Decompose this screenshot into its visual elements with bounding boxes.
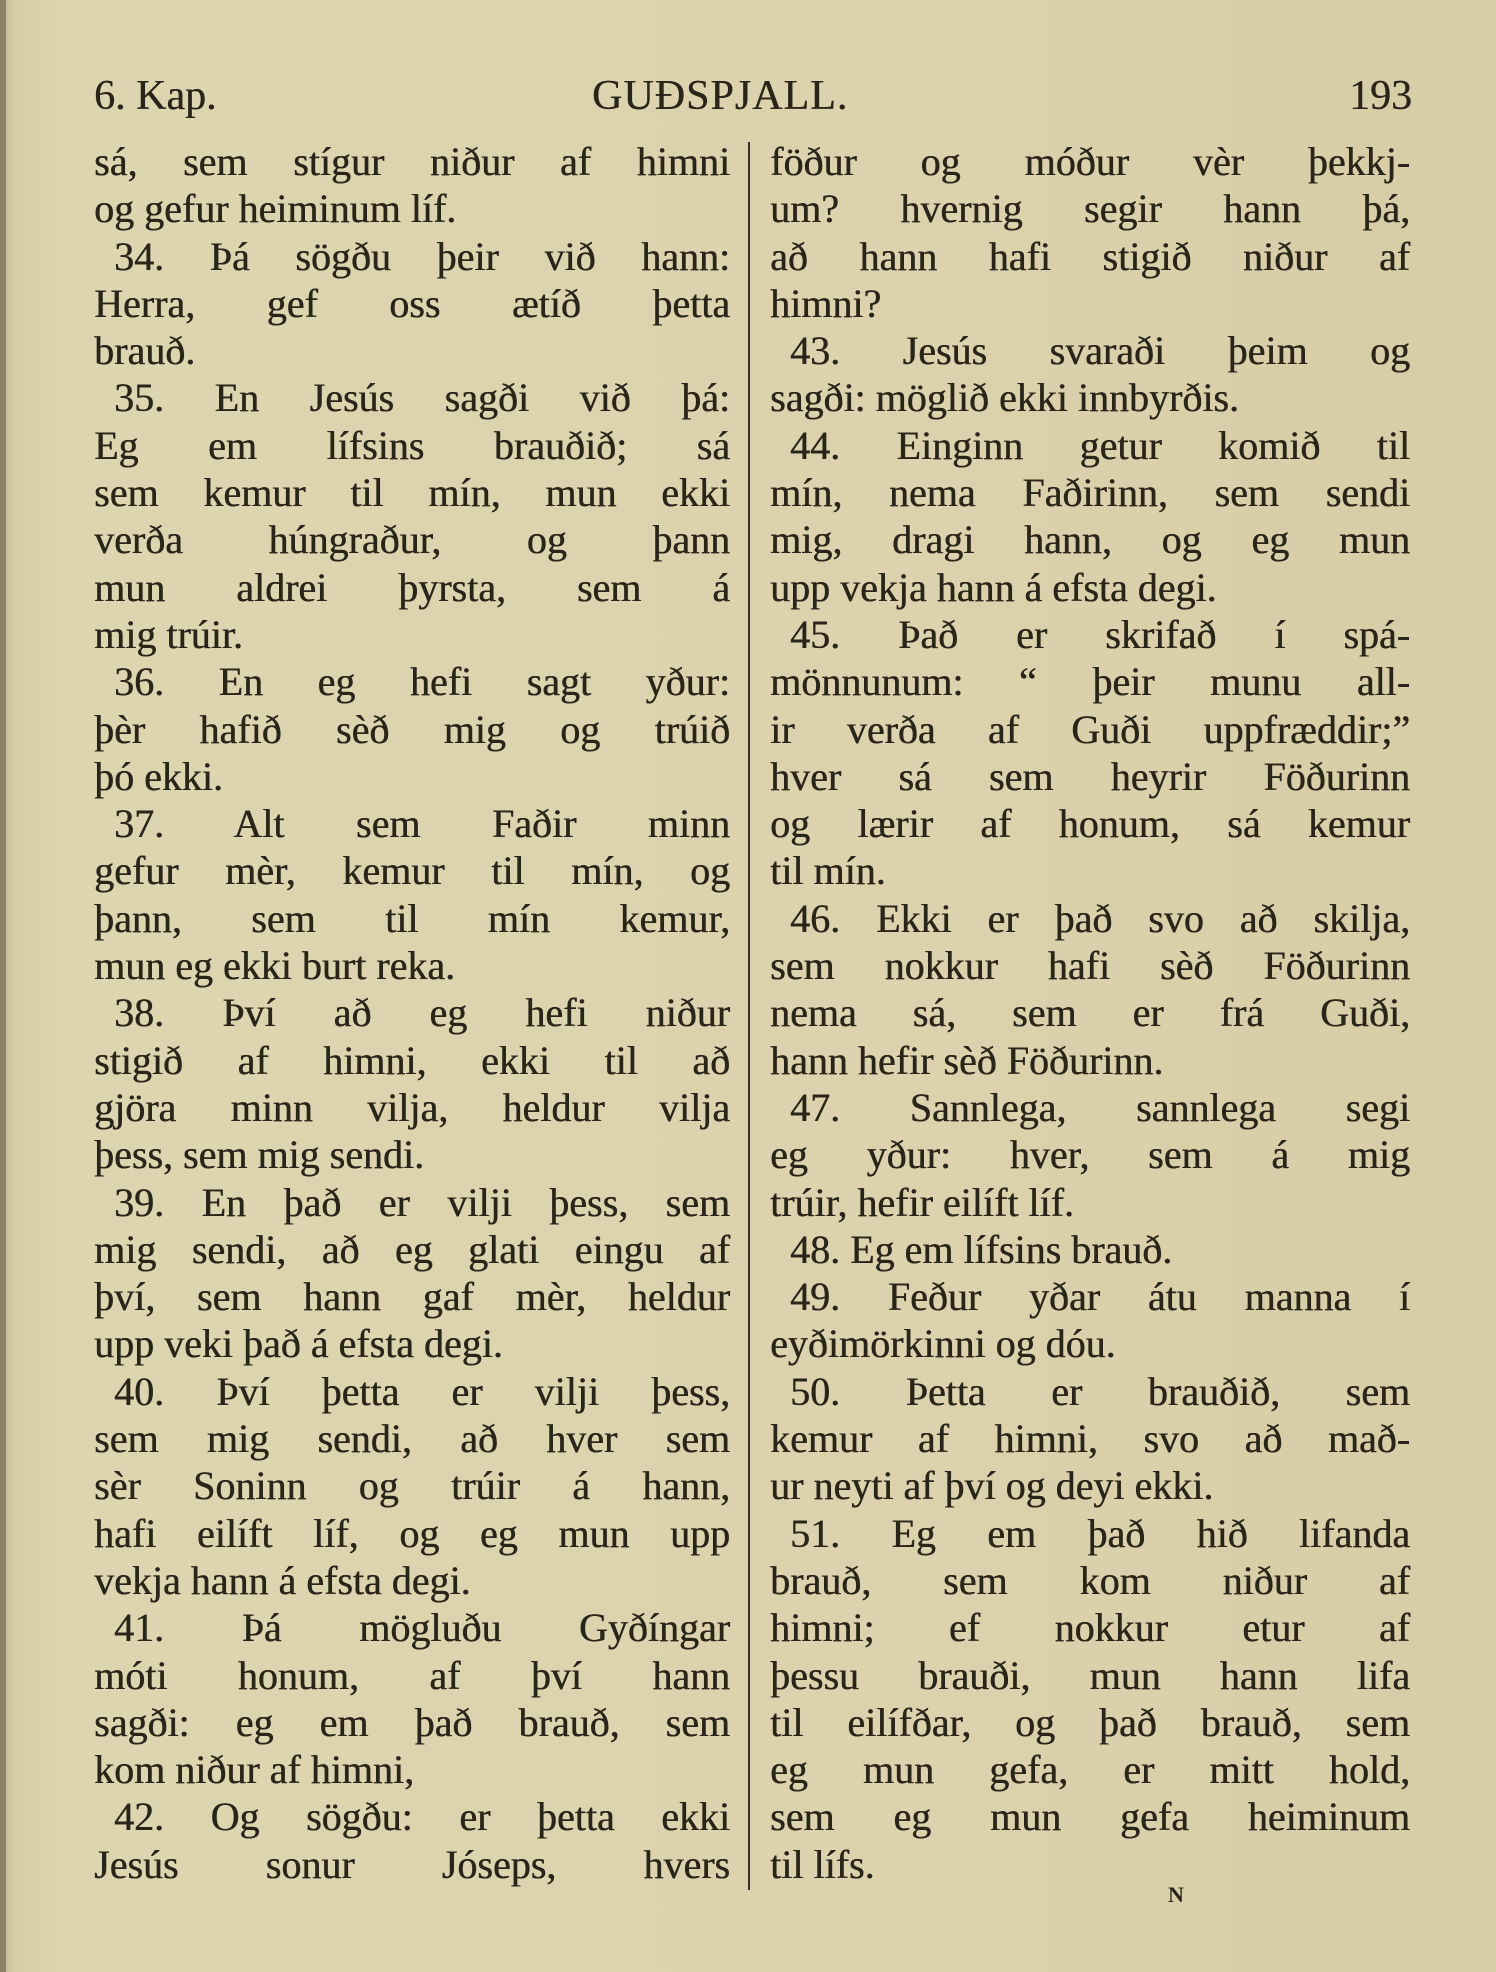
text-line: mig trúir. — [94, 611, 243, 657]
text-line: þessu brauði, mun hann lifa — [770, 1652, 1410, 1698]
text-line: 49. Feður yðar átu manna í — [790, 1274, 1410, 1320]
text-line: 39. En það er vilji þess, sem — [114, 1179, 730, 1225]
column-divider — [748, 142, 750, 1890]
verse-paragraph — [770, 1273, 1410, 1368]
text-line: kom niður af himni, — [94, 1747, 414, 1793]
verse-paragraph — [94, 138, 730, 233]
text-line: að hann hafi stigið niður af — [770, 233, 1410, 279]
text-line: sem nokkur hafi sèð Föðurinn — [770, 943, 1410, 989]
text-line: kemur af himni, svo að mað- — [770, 1416, 1410, 1462]
text-line: þèr hafið sèð mig og trúið — [94, 706, 730, 752]
text-line: mun aldrei þyrsta, sem á — [94, 564, 730, 610]
text-line: nema sá, sem er frá Guði, — [770, 990, 1410, 1036]
text-line: 51. Eg em það hið lifanda — [790, 1510, 1410, 1556]
verse-paragraph — [94, 233, 730, 375]
text-line: 38. Því að eg hefi niður — [114, 990, 730, 1036]
text-line: vekja hann á efsta degi. — [94, 1557, 471, 1603]
text-line: himni? — [770, 280, 882, 326]
text-line: til lífs. — [770, 1841, 875, 1887]
running-title: GUÐSPJALL. — [592, 73, 849, 119]
text-line: eg mun gefa, er mitt hold, — [770, 1747, 1410, 1793]
verse-paragraph — [770, 1226, 1410, 1273]
text-line: ir verða af Guði uppfræddir;” — [770, 706, 1410, 752]
text-line: 41. Þá mögluðu Gyðíngar — [114, 1605, 730, 1651]
text-line: þó ekki. — [94, 753, 223, 799]
chapter-label: 6. Kap. — [94, 73, 217, 119]
verse-paragraph — [770, 1510, 1410, 1888]
verse-paragraph — [770, 895, 1410, 1084]
text-line: eyðimörkinni og dóu. — [770, 1321, 1116, 1367]
verse-paragraph — [94, 374, 730, 658]
text-line: mun eg ekki burt reka. — [94, 943, 455, 989]
text-line: móti honum, af því hann — [94, 1652, 730, 1698]
text-line: Herra, gef oss ætíð þetta — [94, 280, 730, 326]
text-line: Jesús sonur Jóseps, hvers — [94, 1841, 730, 1887]
text-line: 45. Það er skrifað í spá- — [790, 611, 1410, 657]
text-line: gjöra minn vilja, heldur vilja — [94, 1084, 730, 1130]
signature-mark: N — [1168, 1882, 1184, 1907]
verse-paragraph — [94, 989, 730, 1178]
text-line: 47. Sannlega, sannlega segi — [790, 1084, 1410, 1130]
text-line: sem eg mun gefa heiminum — [770, 1794, 1410, 1840]
text-line: og gefur heiminum líf. — [94, 186, 457, 232]
right-column — [770, 138, 1410, 1888]
verse-paragraph — [94, 800, 730, 989]
verse-paragraph — [94, 658, 730, 800]
text-line: föður og móður vèr þekkj- — [770, 139, 1410, 184]
text-line: eg yður: hver, sem á mig — [770, 1132, 1410, 1178]
verse-paragraph — [770, 1084, 1410, 1226]
text-line: 34. Þá sögðu þeir við hann: — [114, 233, 730, 279]
verse-paragraph — [770, 611, 1410, 895]
verse-paragraph — [770, 327, 1410, 422]
text-line: mig sendi, að eg glati eingu af — [94, 1226, 730, 1272]
verse-paragraph — [770, 138, 1410, 327]
text-line: Eg em lífsins brauðið; sá — [94, 422, 730, 468]
text-line: 46. Ekki er það svo að skilja, — [790, 895, 1410, 941]
text-line: til eilífðar, og það brauð, sem — [770, 1699, 1410, 1745]
text-line: gefur mèr, kemur til mín, og — [94, 848, 730, 894]
text-line: sèr Soninn og trúir á hann, — [94, 1463, 730, 1509]
text-line: trúir, hefir eilíft líf. — [770, 1179, 1074, 1225]
text-line: þann, sem til mín kemur, — [94, 895, 730, 941]
text-line: brauð, sem kom niður af — [770, 1557, 1410, 1603]
text-line: því, sem hann gaf mèr, heldur — [94, 1274, 730, 1320]
text-line: ur neyti af því og deyi ekki. — [770, 1463, 1214, 1509]
text-line: hann hefir sèð Föðurinn. — [770, 1037, 1164, 1083]
text-line: 44. Einginn getur komið til — [790, 422, 1410, 468]
text-line: verða húngraður, og þann — [94, 517, 730, 563]
text-line: 48. Eg em lífsins brauð. — [790, 1226, 1173, 1272]
verse-paragraph — [94, 1179, 730, 1368]
text-line: 40. Því þetta er vilji þess, — [114, 1368, 730, 1414]
verse-paragraph — [770, 1368, 1410, 1510]
text-line: himni; ef nokkur etur af — [770, 1605, 1410, 1651]
text-line: sá, sem stígur niður af himni — [94, 139, 730, 184]
text-line: sagði: möglið ekki innbyrðis. — [770, 375, 1239, 421]
text-line: og lærir af honum, sá kemur — [770, 801, 1410, 847]
page-number: 193 — [1349, 73, 1412, 119]
text-line: mönnunum: “ þeir munu all- — [770, 659, 1410, 705]
text-line: um? hvernig segir hann þá, — [770, 186, 1410, 232]
text-line: 37. Alt sem Faðir minn — [114, 801, 730, 847]
text-line: 50. Þetta er brauðið, sem — [790, 1368, 1410, 1414]
text-line: stigið af himni, ekki til að — [94, 1037, 730, 1083]
text-line: til mín. — [770, 848, 886, 894]
page-edge — [0, 0, 6, 1972]
text-line: sem mig sendi, að hver sem — [94, 1416, 730, 1462]
text-line: 43. Jesús svaraði þeim og — [790, 328, 1410, 374]
text-line: mín, nema Faðirinn, sem sendi — [770, 470, 1410, 516]
text-line: þess, sem mig sendi. — [94, 1132, 424, 1178]
text-line: sem kemur til mín, mun ekki — [94, 470, 730, 516]
verse-paragraph — [94, 1793, 730, 1888]
text-line: hafi eilíft líf, og eg mun upp — [94, 1510, 730, 1556]
text-line: sagði: eg em það brauð, sem — [94, 1699, 730, 1745]
text-line: upp veki það á efsta degi. — [94, 1321, 503, 1367]
text-line: 36. En eg hefi sagt yður: — [114, 659, 730, 705]
text-line: 42. Og sögðu: er þetta ekki — [114, 1794, 730, 1840]
text-line: 35. En Jesús sagði við þá: — [114, 375, 730, 421]
text-line: hver sá sem heyrir Föðurinn — [770, 753, 1410, 799]
verse-paragraph — [770, 422, 1410, 611]
text-line: mig, dragi hann, og eg mun — [770, 517, 1410, 563]
left-column — [94, 138, 730, 1888]
verse-paragraph — [94, 1604, 730, 1793]
text-line: brauð. — [94, 328, 196, 374]
verse-paragraph — [94, 1368, 730, 1604]
text-line: upp vekja hann á efsta degi. — [770, 564, 1217, 610]
